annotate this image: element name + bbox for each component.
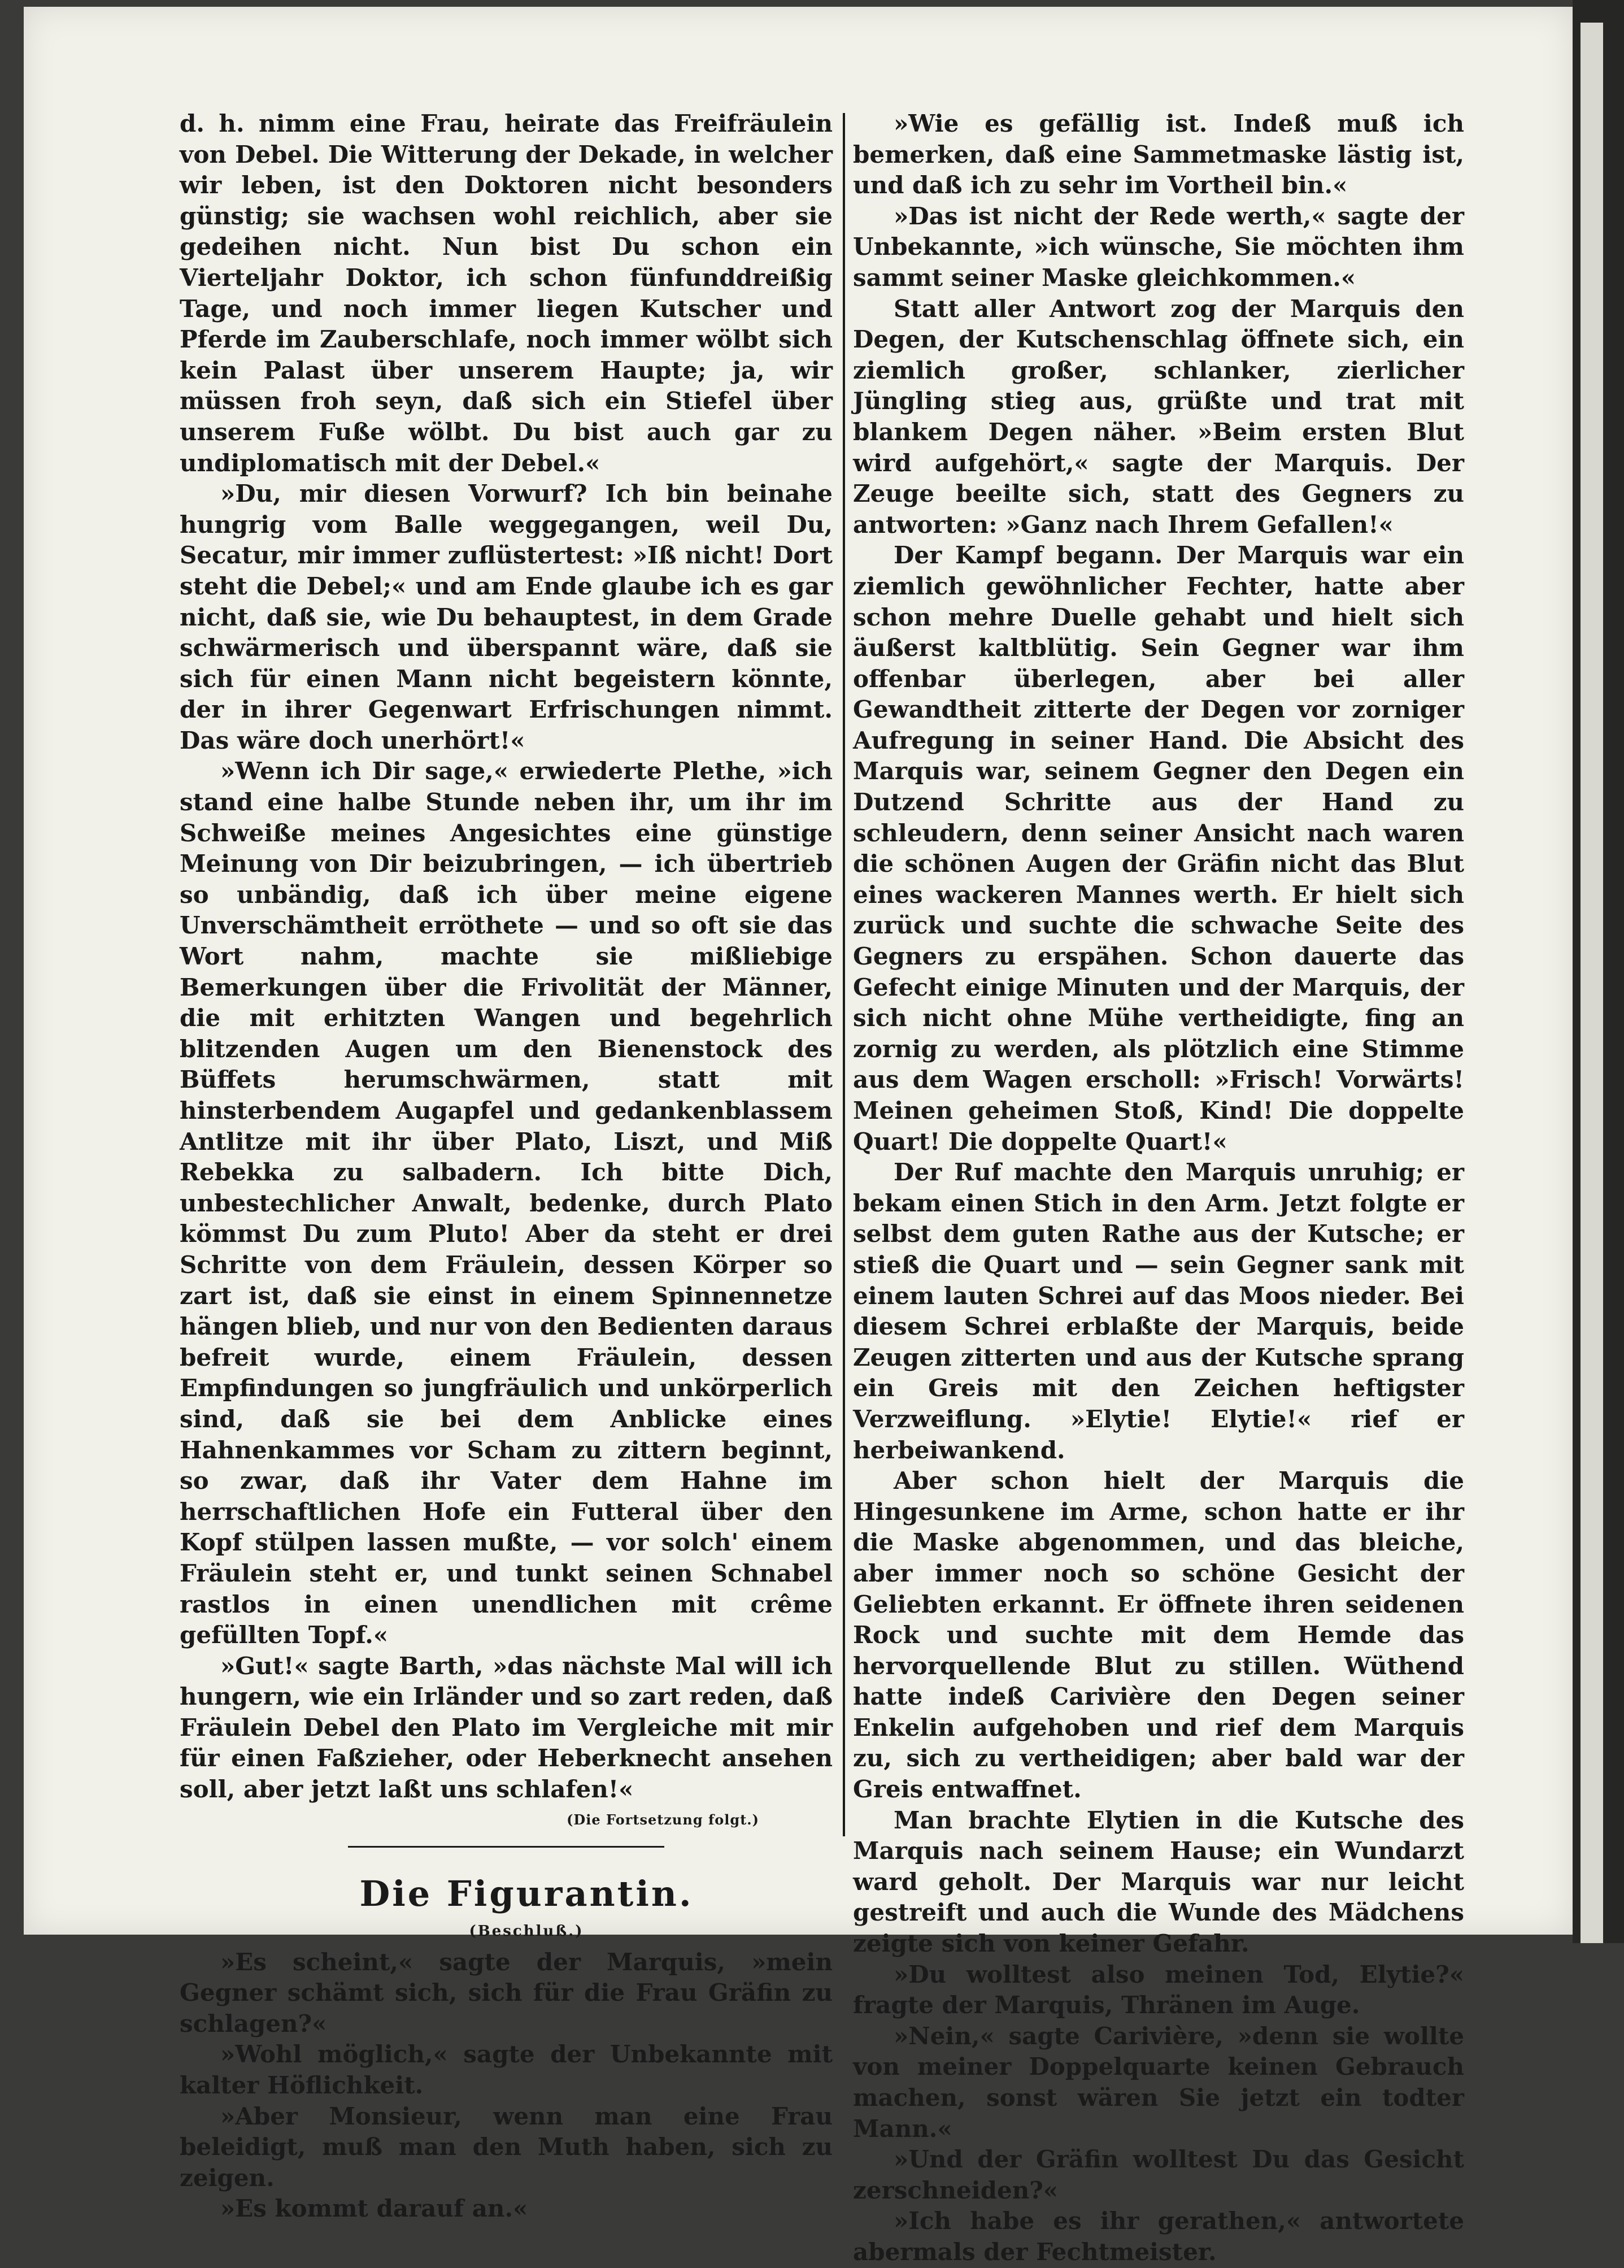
paragraph: Man brachte Elytien in die Kutsche des Marquis nach seinem Hause; ein Wundarzt ward geholt. Der Marquis war nur leicht gestreift und auch die Wunde des Mädchens zeigte sich von keiner Gefahr. [853, 1806, 1464, 1958]
paragraph: »Ich habe es ihr gerathen,« antwortete abermals der Fechtmeister. [853, 2207, 1464, 2266]
paragraph: »Nein,« sagte Carivière, »denn sie wollte von meiner Doppelquarte keinen Gebrauch machen, sonst wären Sie jetzt ein todter Mann.« [853, 2022, 1464, 2143]
paragraph: Der Ruf machte den Marquis unruhig; er bekam einen Stich in den Arm. Jetzt folgte er selbst dem guten Rathe aus der Kutsche; er stieß die Quart und — sein Gegner sank mit einem lauten Schrei auf das Moos nieder. Bei diesem Schrei erblaßte der Marquis, beide Zeugen zitterten und aus der Kutsche sprang ein Greis mit den Zeichen heftigster Verzweiflung. »Elytie! Elytie!« rief er herbeiwankend. [853, 1158, 1464, 1464]
section-rule [348, 1846, 664, 1848]
paragraph: Aber schon hielt der Marquis die Hingesunkene im Arme, schon hatte er ihr die Maske abgenommen, und das bleiche, aber immer noch so schöne Gesicht der Geliebten erkannt. Er öffnete ihren seidenen Rock und suchte mit dem Hemde das hervorquellende Blut zu stillen. Wüthend hatte indeß Carivière den Degen seiner Enkelin aufgehoben und rief dem Marquis zu, sich zu vertheidigen; aber bald war der Greis entwaffnet. [853, 1467, 1464, 1804]
paragraph: »Du, mir diesen Vorwurf? Ich bin beinahe hungrig vom Balle weggegangen, weil Du, Secatur, mir immer zuflüstertest: »Iß nicht! Dort steht die Debel;« und am Ende glaube ich es gar nicht, daß sie, wie Du behauptest, in dem Grade schwärmerisch und überspannt wäre, daß sie sich für einen Mann nicht begeistern könnte, der in ihrer Gegenwart Erfrischungen nimmt. Das wäre doch unerhört!« [180, 480, 833, 754]
paragraph: »Gut!« sagte Barth, »das nächste Mal will ich hungern, wie ein Irländer und so zart reden, daß Fräulein Debel den Plato im Vergleiche mit mir für einen Faßzieher, oder Heberknecht ansehen soll, aber jetzt laßt uns schlafen!« [180, 1652, 833, 1804]
paragraph: »Und der Gräfin wolltest Du das Gesicht zerschneiden?« [853, 2145, 1464, 2204]
paragraph: »Du wolltest also meinen Tod, Elytie?« fragte der Marquis, Thränen im Auge. [853, 1960, 1464, 2019]
paragraph: »Das ist nicht der Rede werth,« sagte der Unbekannte, »ich wünsche, Sie möchten ihm sammt seiner Maske gleichkommen.« [853, 202, 1464, 292]
story-subtitle: (Beschluß.) [469, 1922, 584, 1940]
paragraph: Statt aller Antwort zog der Marquis den Degen, der Kutschenschlag öffnete sich, ein ziemlich großer, schlanker, zierlicher Jüngling stieg aus, grüßte und trat mit blankem Degen näher. »Beim ersten Blut wird aufgehört,« sagte der Marquis. Der Zeuge beeilte sich, statt des Gegners zu antworten: »Ganz nach Ihrem Gefallen!« [853, 294, 1464, 538]
column-divider [843, 113, 845, 1836]
left-column [180, 108, 833, 2224]
next-page-edge [1581, 23, 1603, 1943]
paragraph: d. h. nimm eine Frau, heirate das Freifräulein von Debel. Die Witterung der Dekade, in welcher wir leben, ist den Doktoren nicht besonders günstig; sie wachsen wohl reichlich, aber sie gedeihen nicht. Nun bist Du schon ein Vierteljahr Doktor, ich schon fünfunddreißig Tage, und noch immer liegen Kutscher und Pferde im Zauberschlafe, noch immer wölbt sich kein Palast über unserem Haupte; ja, wir müssen froh seyn, daß sich ein Stiefel über unserem Fuße wölbt. Du bist auch gar zu undiplomatisch mit der Debel.« [180, 110, 833, 477]
continuation-note: (Die Fortsetzung folgt.) [567, 1811, 759, 1828]
paragraph: Der Kampf begann. Der Marquis war ein ziemlich gewöhnlicher Fechter, hatte aber schon mehre Duelle gehabt und hielt sich äußerst kaltblütig. Sein Gegner war ihm offenbar überlegen, aber bei aller Gewandtheit zitterte der Degen vor zorniger Aufregung in seiner Hand. Die Absicht des Marquis war, seinem Gegner den Degen ein Dutzend Schritte aus der Hand zu schleudern, denn seiner Ansicht nach waren die schönen Augen der Gräfin nicht das Blut eines wackeren Mannes werth. Er hielt sich zurück und suchte die schwache Seite des Gegners zu erspähen. Schon dauerte das Gefecht einige Minuten und der Marquis, der sich nicht ohne Mühe vertheidigte, fing an zornig zu werden, als plötzlich eine Stimme aus dem Wagen erscholl: »Frisch! Vorwärts! Meinen geheimen Stoß, Kind! Die doppelte Quart! Die doppelte Quart!« [853, 541, 1464, 1155]
paragraph: »Es kommt darauf an.« [220, 2195, 528, 2223]
paragraph: »Aber Monsieur, wenn man eine Frau beleidigt, muß man den Muth haben, sich zu zeigen. [180, 2102, 833, 2192]
paragraph: »Wohl möglich,« sagte der Unbekannte mit kalter Höflichkeit. [180, 2040, 833, 2100]
paragraph: »Wenn ich Dir sage,« erwiederte Plethe, »ich stand eine halbe Stunde neben ihr, um ihr im Schweiße meines Angesichtes eine günstige Meinung von Dir beizubringen, — ich übertrieb so unbändig, daß ich über meine eigene Unverschämtheit erröthete — und so oft sie das Wort nahm, machte sie mißliebige Bemerkungen über die Frivolität der Männer, die mit erhitzten Wangen und begehrlich blitzenden Augen um den Bienenstock des Büffets herumschwärmen, statt mit hinsterbendem Augapfel und gedankenblassem Antlitze mit ihr über Plato, Liszt, und Miß Rebekka zu salbadern. Ich bitte Dich, unbestechlicher Anwalt, bedenke, durch Plato kömmst Du zum Pluto! Aber da steht er drei Schritte von dem Fräulein, dessen Körper so zart ist, daß sie einst in einem Spinnennetze hängen blieb, und nur von den Bedienten daraus befreit wurde, einem Fräulein, dessen Empfindungen so jungfräulich und unkörperlich sind, daß sie bei dem Anblicke eines Hahnenkammes vor Scham zu zittern beginnt, so zwar, daß ihr Vater dem Hahne im herrschaftlichen Hofe ein Futteral über den Kopf stülpen lassen mußte, — vor solch' einem Fräulein steht er, und tunkt seinen Schnabel rastlos in einen unendlichen mit crême gefüllten Topf.« [180, 757, 833, 1649]
story-title: Die Figurantin. [359, 1872, 694, 1914]
paragraph: »Es scheint,« sagte der Marquis, »mein Gegner schämt sich, sich für die Frau Gräfin zu schlagen?« [180, 1948, 833, 2037]
right-column [853, 108, 1464, 2268]
paragraph: »Wie es gefällig ist. Indeß muß ich bemerken, daß eine Sammetmaske lästig ist, und daß ich zu sehr im Vortheil bin.« [853, 110, 1464, 199]
